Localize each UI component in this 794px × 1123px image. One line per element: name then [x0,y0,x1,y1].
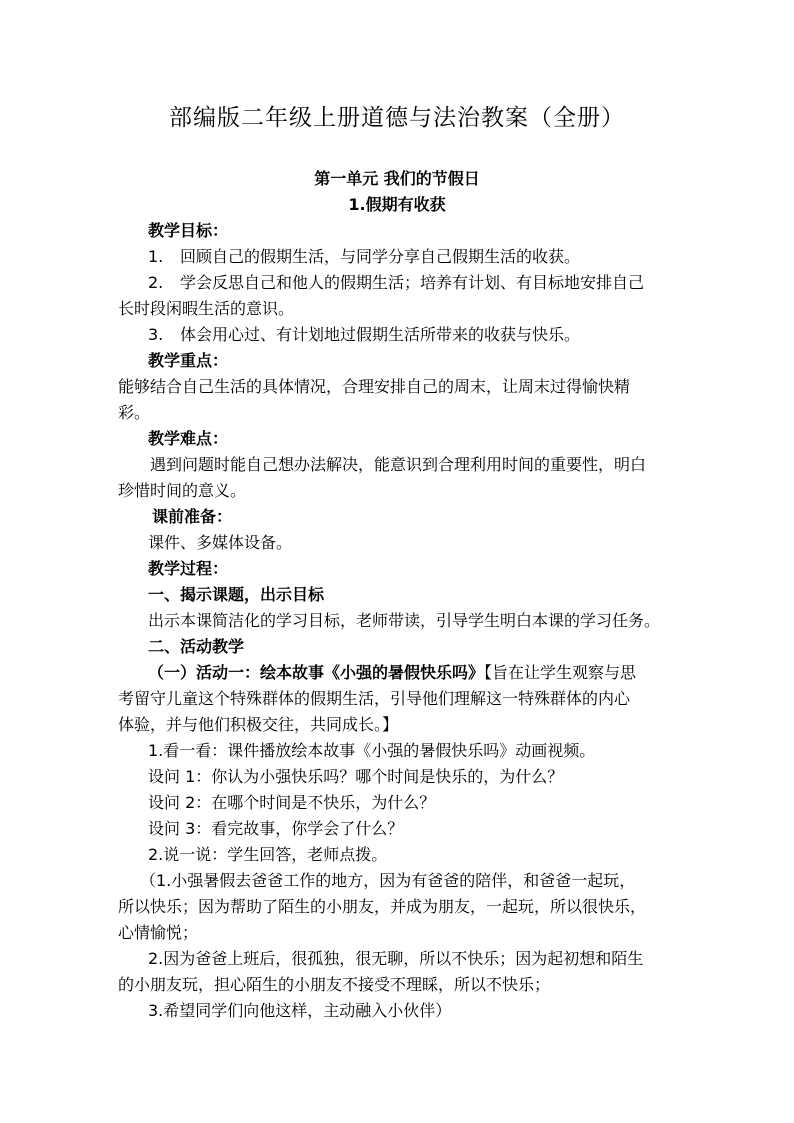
difficulties-heading: 教学难点： [148,429,229,448]
difficulties-line1: 遇到问题时能自己想办法解决，能意识到合理利用时间的重要性，明白 [150,455,647,474]
answer2-line2: 的小朋友玩，担心陌生的小朋友不接受不理睬，所以不快乐； [118,975,551,994]
objective-item-3-text: 体会用心过、有计划地过假期生活所带来的收获与快乐。 [180,325,581,344]
difficulties-line2: 珍惜时间的意义。 [118,481,247,500]
preparation-text: 课件、多媒体设备。 [148,533,293,552]
section2-heading: 二、活动教学 [148,637,245,656]
objectives-heading: 教学目标： [148,221,229,240]
answer1-line2: 所以快乐；因为帮助了陌生的小朋友，并成为朋友，一起玩，所以很快乐， [118,897,647,916]
question3-text: 设问 3：看完故事，你学会了什么？ [148,819,404,838]
objective-item-3 [148,322,580,348]
key-points-line2: 彩。 [118,403,151,422]
section1-heading: 一、揭示课题，出示目标 [148,585,325,604]
key-points-heading: 教学重点： [148,351,229,370]
activity1-text-line2: 考留守儿童这个特殊群体的假期生活，引导他们理解这一特殊群体的内心 [118,689,631,708]
answer1-line1: （1.小强暑假去爸爸工作的地方，因为有爸爸的陪伴，和爸爸一起玩， [140,871,636,890]
objective-item-2 [148,270,644,296]
answer3-text: 3.希望同学们向他这样，主动融入小伙伴） [148,1001,452,1020]
key-points-line1: 能够结合自己生活的具体情况，合理安排自己的周末，让周末过得愉快精 [118,377,631,396]
objective-item-2-number: 2. [148,273,164,292]
objective-item-1-text: 回顾自己的假期生活，与同学分享自己假期生活的收获。 [180,247,581,266]
activity1-heading: （一）活动一：绘本故事《小强的暑假快乐吗》 [148,663,485,682]
activity1-text-line3: 体验，并与他们积极交往，共同成长。】 [118,715,399,734]
answer2-line1: 2.因为爸爸上班后，很孤独，很无聊，所以不快乐；因为起初想和陌生 [148,949,644,968]
activity1-line1 [148,660,636,686]
question2-text: 设问 2：在哪个时间是不快乐，为什么？ [148,793,436,812]
objective-item-1 [148,244,580,270]
process-heading: 教学过程： [148,559,229,578]
step2-text: 2.说一说：学生回答，老师点拨。 [148,845,388,864]
document-title: 部编版二年级上册道德与法治教案（全册） [169,105,625,131]
preparation-heading: 课前准备： [152,507,233,526]
lesson-title: 1.假期有收获 [348,195,446,214]
question1-text: 设问 1：你认为小强快乐吗？哪个时间是快乐的，为什么？ [148,767,564,786]
step1-text: 1.看一看：课件播放绘本故事《小强的暑假快乐吗》动画视频。 [148,741,596,760]
section1-text: 出示本课简洁化的学习目标，老师带读，引导学生明白本课的学习任务。 [148,611,661,630]
answer1-line3: 心情愉悦； [118,923,199,942]
objective-item-1-number: 1. [148,247,164,266]
unit-title: 第一单元 我们的节假日 [314,169,480,188]
objective-item-2-text-line1: 学会反思自己和他人的假期生活；培养有计划、有目标地安排自己 [180,273,645,292]
objective-item-3-number: 3. [148,325,164,344]
activity1-text-line1: 【旨在让学生观察与思 [484,663,637,682]
objective-item-2-text-line2: 长时段闲暇生活的意识。 [118,299,295,318]
